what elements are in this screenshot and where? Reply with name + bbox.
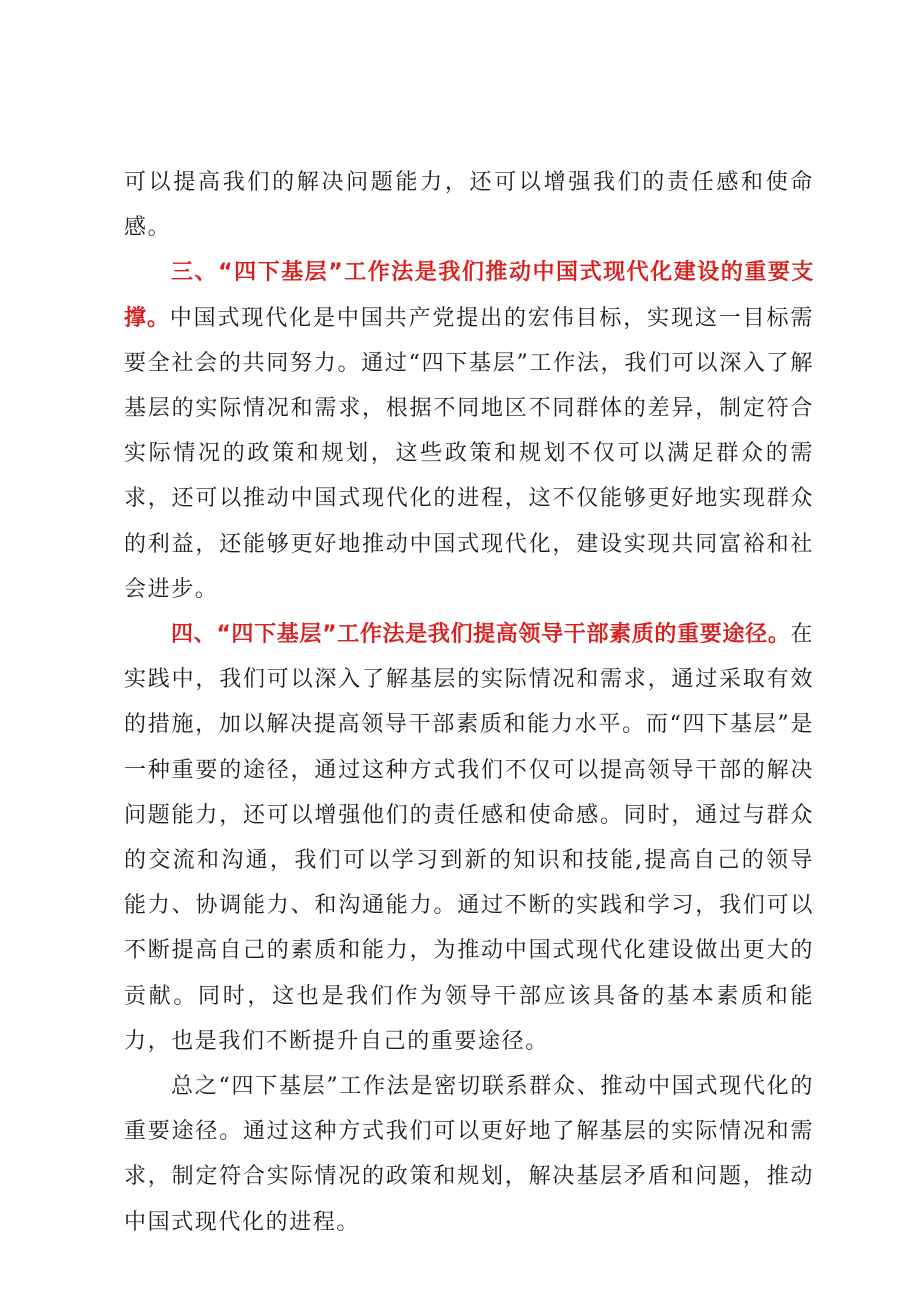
paragraph-text: 可以提高我们的解决问题能力，还可以增强我们的责任感和使命感。 [124, 170, 814, 241]
paragraph-text: 总之“四下基层”工作法是密切联系群众、推动中国式现代化的重要途径。通过这种方式我们可以更好地了解基层的实际情况和需求，制定符合实际情况的政策和规划，解决基层矛盾和问题，推动中国式现代化的进程。 [124, 1074, 814, 1235]
paragraph-text: 在实践中，我们可以深入了解基层的实际情况和需求，通过采取有效的措施，加以解决提高领导干部素质和能力水平。而“四下基层”是一种重要的途径，通过这种方式我们不仅可以提高领导干部的解决问题能力，还可以增强他们的责任感和使命感。同时，通过与群众的交流和沟通，我们可以学习到新的知识和技能,提高自己的领导能力、协调能力、和沟通能力。通过不断的实践和学习，我们可以不断提高自己的素质和能力，为推动中国式现代化建设做出更大的贡献。同时，这也是我们作为领导干部应该具备的基本素质和能力，也是我们不断提升自己的重要途径。 [124, 622, 814, 1054]
section-heading-four: 四、“四下基层”工作法是我们提高领导干部素质的重要途径。 [171, 622, 791, 648]
paragraph-continuation [124, 160, 814, 250]
section-heading-three: 三、“四下基层”工作法是我们推动中国式现代化建设的重要支撑。 [124, 260, 814, 331]
paragraph-conclusion [124, 1064, 814, 1245]
paragraph-section-three [124, 250, 814, 612]
document-page [124, 160, 814, 1245]
paragraph-text: 中国式现代化是中国共产党提出的宏伟目标，实现这一目标需要全社会的共同努力。通过“四下基层”工作法，我们可以深入了解基层的实际情况和需求，根据不同地区不同群体的差异，制定符合实际情况的政策和规划，这些政策和规划不仅可以满足群众的需求，还可以推动中国式现代化的进程，这不仅能够更好地实现群众的利益，还能够更好地推动中国式现代化，建设实现共同富裕和社会进步。 [124, 305, 815, 602]
paragraph-section-four [124, 612, 814, 1064]
